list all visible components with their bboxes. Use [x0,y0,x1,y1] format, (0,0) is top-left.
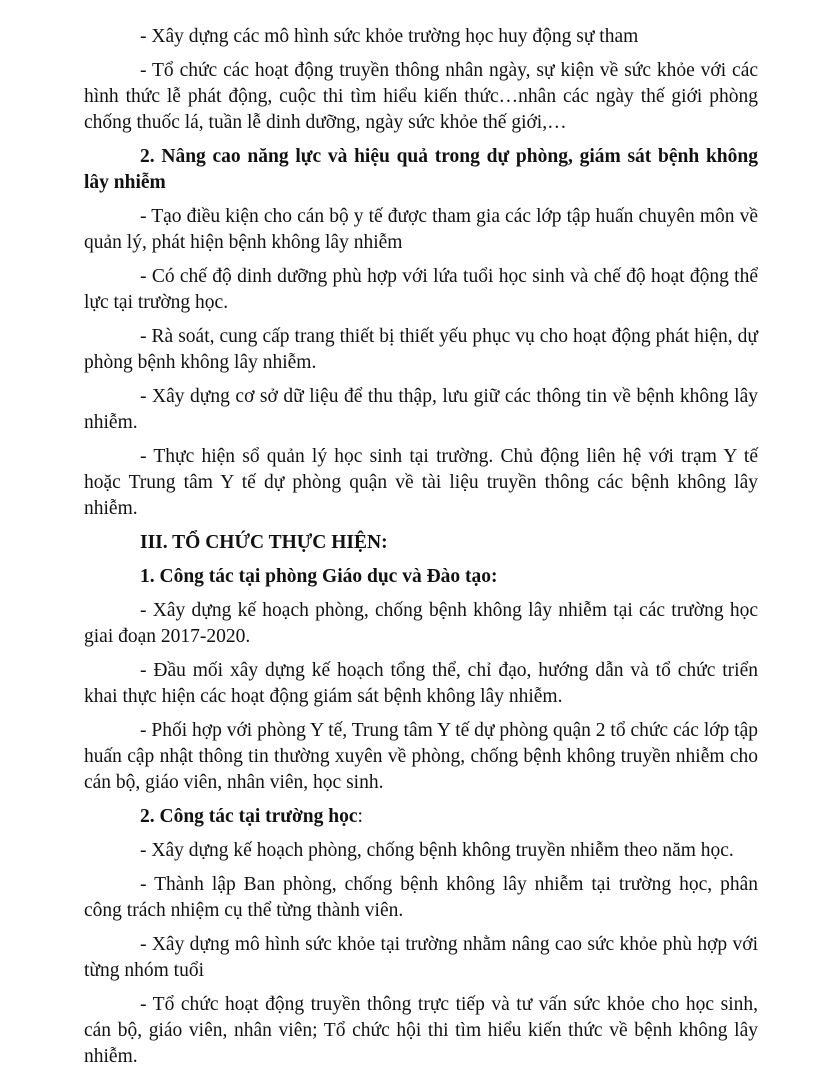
paragraph-staff-training: - Tạo điều kiện cho cán bộ y tế được tham gia các lớp tập huấn chuyên môn về quản lý, phát hiện bệnh không lây nhiễm [84,206,758,253]
school-work-title: 2. Công tác tại trường học [140,806,358,827]
paragraph-school-health-models: - Xây dựng các mô hình sức khỏe trường học huy động sự tham [140,26,639,47]
paragraph-communication-activities: - Tổ chức các hoạt động truyền thông nhân ngày, sự kiện về sức khỏe với các hình thức lễ phát động, cuộc thi tìm hiểu kiến thức…nhân các ngày thế giới phòng chống thuốc lá, tuần lễ dinh dưỡng, ngày sức khỏe thế giới,… [84,60,758,133]
paragraph-nutrition: - Có chế độ dinh dưỡng phù hợp với lứa tuổi học sinh và chế độ hoạt động thể lực tại trường học. [84,266,758,313]
paragraph-school-board: - Thành lập Ban phòng, chống bệnh không lây nhiễm tại trường học, phân công trách nhiệm cụ thể từng thành viên. [84,874,758,921]
section-heading-department-work: 1. Công tác tại phòng Giáo dục và Đào tạo: [140,566,498,587]
section-heading-implementation: III. TỔ CHỨC THỰC HIỆN: [140,532,388,553]
section-heading-capacity: 2. Nâng cao năng lực và hiệu quả trong dự phòng, giám sát bệnh không lây nhiễm [84,146,758,193]
paragraph-database: - Xây dựng cơ sở dữ liệu để thu thập, lưu giữ các thông tin về bệnh không lây nhiễm. [84,386,758,433]
paragraph-prevention-plan: - Xây dựng kế hoạch phòng, chống bệnh không lây nhiễm tại các trường học giai đoạn 2017-2020. [84,600,758,647]
school-work-colon: : [357,806,363,827]
paragraph-direct-communication: - Tổ chức hoạt động truyền thông trực tiếp và tư vấn sức khỏe cho học sinh, cán bộ, giáo viên, nhân viên; Tổ chức hội thi tìm hiểu kiến thức về bệnh không lây nhiễm. [84,994,758,1067]
section-heading-school-work [84,804,758,830]
document-body [84,24,758,1078]
paragraph-equipment: - Rà soát, cung cấp trang thiết bị thiết yếu phục vụ cho hoạt động phát hiện, dự phòng bệnh không lây nhiễm. [84,326,758,373]
paragraph-coordination: - Phối hợp với phòng Y tế, Trung tâm Y tế dự phòng quận 2 tổ chức các lớp tập huấn cập nhật thông tin thường xuyên về phòng, chống bệnh không truyền nhiễm cho cán bộ, giáo viên, nhân viên, học sinh. [84,720,758,793]
paragraph-school-plan: - Xây dựng kế hoạch phòng, chống bệnh không truyền nhiễm theo năm học. [140,840,734,861]
paragraph-student-records: - Thực hiện sổ quản lý học sinh tại trường. Chủ động liên hệ với trạm Y tế hoặc Trung tâm Y tế dự phòng quận về tài liệu truyền thông các bệnh không lây nhiễm. [84,446,758,519]
paragraph-focal-point: - Đầu mối xây dựng kế hoạch tổng thể, chỉ đạo, hướng dẫn và tổ chức triển khai thực hiện các hoạt động giám sát bệnh không lây nhiễm. [84,660,758,707]
paragraph-school-model: - Xây dựng mô hình sức khỏe tại trường nhằm nâng cao sức khỏe phù hợp với từng nhóm tuổi [84,934,758,981]
